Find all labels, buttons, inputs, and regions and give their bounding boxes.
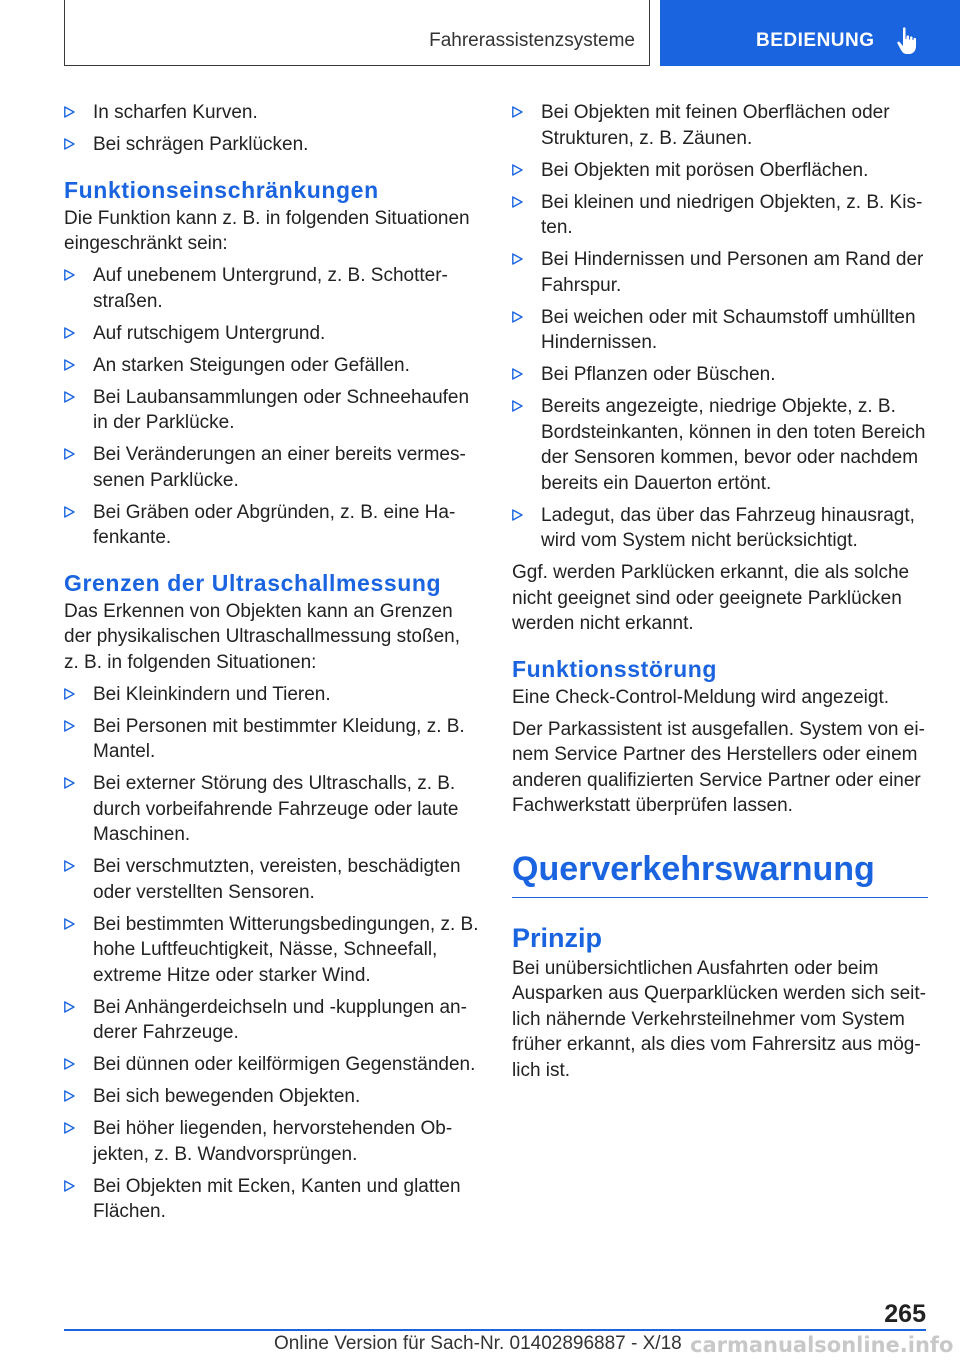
list-item-text: Bei Gräben oder Abgründen, z. B. eine Hafenkante. [93,501,456,548]
page-number: 265 [884,1300,926,1328]
list-item-text: Bei sich bewegenden Objekten. [93,1086,361,1107]
bullet-triangle-icon [64,138,75,150]
list-item [64,912,480,989]
bullet-triangle-icon [64,1058,75,1070]
bullet-triangle-icon [64,1180,75,1192]
paragraph: Ggf. werden Parklücken erkannt, die als solche nicht geeignet sind oder geeignete Parklücken werden nicht erkannt. [512,562,910,634]
list-item-text: Ladegut, das über das Fahrzeug hinausragt, wird vom System nicht berücksichtigt. [541,504,915,551]
list-item-text: In scharfen Kurven. [93,102,258,123]
list-item-text: Bei schrägen Parklücken. [93,134,309,155]
bullet-triangle-icon [64,391,75,403]
heading-prinzip: Prinzip [512,922,603,953]
bullet-triangle-icon [64,506,75,518]
list-item [512,394,928,496]
left-column [64,100,480,1231]
footer-text: Online Version für Sach-Nr. 01402896887 - X/18 [274,1333,682,1354]
list-item-text: Bei Objekten mit feinen Oberflächen oder Strukturen, z. B. Zäunen. [541,102,890,149]
footer-divider [64,1329,926,1331]
list-item-text: Bei Veränderungen an einer bereits vermessenen Parklücke. [93,444,466,491]
bullet-triangle-icon [64,918,75,930]
list-item [512,305,928,356]
chapter-tab-label: BEDIENUNG [756,30,875,51]
bullet-triangle-icon [64,1001,75,1013]
list-item-text: Bei dünnen oder keilförmigen Gegenständen. [93,1054,476,1075]
bullet-triangle-icon [64,448,75,460]
list-item-text: Bei bestimmten Witterungsbedingungen, z. B. hohe Luftfeuchtigkeit, Nässe, Schneefall, extreme Hitze oder starker Wind. [93,913,479,986]
list-item [64,100,480,126]
list-item-text: Bei Kleinkindern und Tieren. [93,683,331,705]
paragraph: Bei unübersichtlichen Ausfahrten oder beim Ausparken aus Querparklücken werden sich seitlich nähernde Verkehrsteilnehmer vom System früher erkannt, als dies vom Fahrersitz aus möglich ist. [512,957,926,1081]
section-title: Fahrerassistenzsysteme [429,30,635,51]
list-item-text: Bei verschmutzten, vereisten, beschädigten oder verstellten Sensoren. [93,856,461,903]
bullet-triangle-icon [64,688,75,700]
paragraph: Die Funktion kann z. B. in folgenden Situationen eingeschränkt sein: [64,207,470,254]
list-item [64,995,480,1046]
bullet-triangle-icon [64,860,75,872]
list-item [64,1084,480,1110]
bullet-triangle-icon [512,164,523,176]
list-item-text: Bei Pflanzen oder Büschen. [541,364,776,385]
list-item [512,190,928,241]
paragraph: Eine Check-Control-Meldung wird angezeigt. [512,686,890,708]
heading-grenzen-ultraschall: Grenzen der Ultraschallmessung [64,569,442,596]
list-item-text: Bei weichen oder mit Schaumstoff umhüllten Hindernissen. [541,306,916,353]
list-item-text: Bei Objekten mit porösen Oberflächen. [541,159,869,181]
list-item-text: Bei Hindernissen und Personen am Rand der Fahrspur. [541,249,924,296]
list-item [512,158,928,184]
list-item [64,682,480,708]
bullet-triangle-icon [512,509,523,521]
heading-funktionsstoerung: Funktionsstörung [512,655,718,682]
bullet-triangle-icon [512,106,523,118]
bullet-triangle-icon [64,359,75,371]
bullet-list [512,100,928,554]
list-item [64,1116,480,1167]
bullet-triangle-icon [512,368,523,380]
hand-pointer-icon [896,26,920,56]
bullet-triangle-icon [64,106,75,118]
list-item [512,362,928,388]
list-item [512,247,928,298]
bullet-list [64,100,480,158]
chapter-tab[interactable] [660,0,960,66]
list-item-text: Bereits angezeigte, niedrige Objekte, z. B. Bordsteinkanten, können in den toten Bereich der Sensoren kommen, bevor oder nachdem bereits ein Dauerton ertönt. [541,396,926,494]
list-item-text: Auf rutschigem Untergrund. [93,322,326,344]
heading-funktionseinschraenkungen: Funktionseinschränkungen [64,176,379,203]
list-item [64,500,480,551]
list-item [64,714,480,765]
header-section-box [64,0,650,66]
list-item-text: Auf unebenem Untergrund, z. B. Schotterstraßen. [93,265,448,312]
list-item [64,353,480,379]
list-item [64,132,480,158]
bullet-triangle-icon [64,720,75,732]
bullet-triangle-icon [64,777,75,789]
list-item [512,503,928,554]
list-item [64,263,480,314]
list-item [64,385,480,436]
list-item-text: Bei Laubansammlungen oder Schneehaufen in der Parklücke. [93,386,470,433]
bullet-triangle-icon [512,311,523,323]
list-item-text: Bei Objekten mit Ecken, Kanten und glatten Flächen. [93,1175,461,1222]
paragraph: Das Erkennen von Objekten kann an Grenzen der physikalischen Ultraschallmessung stoßen, z. B. in folgenden Situationen: [64,600,461,673]
chapter-heading-querverkehrswarnung: Querverkehrswarnung [512,849,928,898]
bullet-triangle-icon [512,196,523,208]
list-item [64,321,480,347]
list-item [512,100,928,151]
bullet-triangle-icon [512,253,523,265]
list-item [64,854,480,905]
list-item [64,771,480,848]
bullet-list [64,682,480,1225]
bullet-triangle-icon [512,400,523,412]
right-column [512,100,928,1090]
list-item-text: Bei Anhängerdeichseln und -kupplungen anderer Fahrzeuge. [93,996,467,1043]
list-item [64,1052,480,1078]
list-item [64,1174,480,1225]
bullet-triangle-icon [64,269,75,281]
bullet-triangle-icon [64,1122,75,1134]
list-item-text: Bei Personen mit bestimmter Kleidung, z. B. Mantel. [93,715,465,762]
list-item-text: Bei externer Störung des Ultraschalls, z. B. durch vorbeifahrende Fahrzeuge oder laute Maschinen. [93,773,459,845]
bullet-triangle-icon [64,327,75,339]
list-item [64,442,480,493]
paragraph: Der Parkassistent ist ausgefallen. System von einem Service Partner des Herstellers oder einem anderen qualifizierten Service Partner oder einer Fachwerkstatt überprüfen lassen. [512,718,925,816]
bullet-list [64,263,480,551]
list-item-text: Bei kleinen und niedrigen Objekten, z. B. Kisten. [541,191,923,238]
watermark: carmanualsonline.info [690,1333,954,1357]
bullet-triangle-icon [64,1090,75,1102]
list-item-text: An starken Steigungen oder Gefällen. [93,354,410,376]
list-item-text: Bei höher liegenden, hervorstehenden Objekten, z. B. Wandvorsprüngen. [93,1118,453,1165]
